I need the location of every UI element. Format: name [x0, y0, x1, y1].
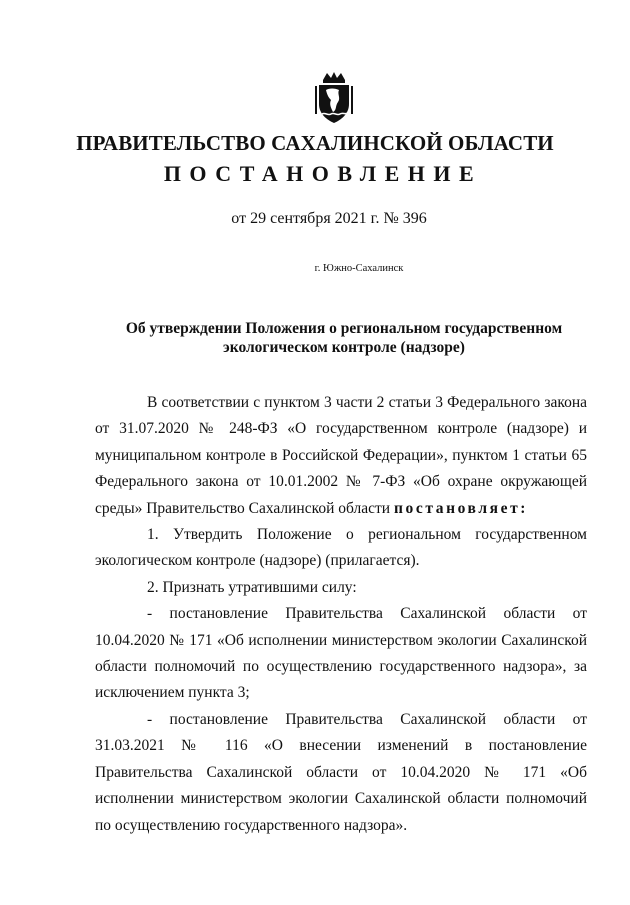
document-type: ПОСТАНОВЛЕНИЕ	[163, 161, 483, 186]
subject-line-2: экологическом контроле (надзоре)	[223, 339, 465, 356]
item-2: 2. Признать утратившими силу:	[147, 578, 357, 596]
decree-word: постановляет:	[393, 499, 529, 517]
organization-title: ПРАВИТЕЛЬСТВО САХАЛИНСКОЙ ОБЛАСТИ	[76, 131, 554, 155]
preamble-paragraph	[95, 390, 587, 522]
document-subject	[100, 319, 588, 357]
subject-line-1: Об утверждении Положения о региональном государственном	[125, 320, 563, 337]
repealed-act-2: - постановление Правительства Сахалинской области от 31.03.2021 № 116 «О внесении изменений в постановление Правительства Сахалинской области от 10.04.2020 № 171 «Об исполнении министерством экологии Сахалинской области полномочий по осуществлению государственного надзора».	[95, 710, 587, 834]
sakhalin-coat-of-arms-icon	[313, 70, 355, 125]
preamble-text: В соответствии с пунктом 3 части 2 статьи 3 Федерального закона от 31.07.2020 № 248-ФЗ «О государственном контроле (надзоре) и муниципальном контроле в Российской Федерации», пунктом 1 статьи 65 Федерального закона от 10.01.2002 № 7-ФЗ «Об охране окружающей среды» Правительство Сахалинской области	[95, 394, 587, 517]
document-date-number: от 29 сентября 2021 г. № 396	[231, 210, 427, 227]
item-1: 1. Утвердить Положение о региональном государственном экологическом контроле (надзоре) (прилагается).	[95, 526, 587, 570]
document-body	[95, 390, 587, 839]
repealed-act-1: - постановление Правительства Сахалинской области от 10.04.2020 № 171 «Об исполнении министерством экологии Сахалинской области полномочий по осуществлению государственного надзора», за исключением пункта 3;	[95, 605, 587, 702]
document-place: г. Южно-Сахалинск	[314, 263, 404, 274]
